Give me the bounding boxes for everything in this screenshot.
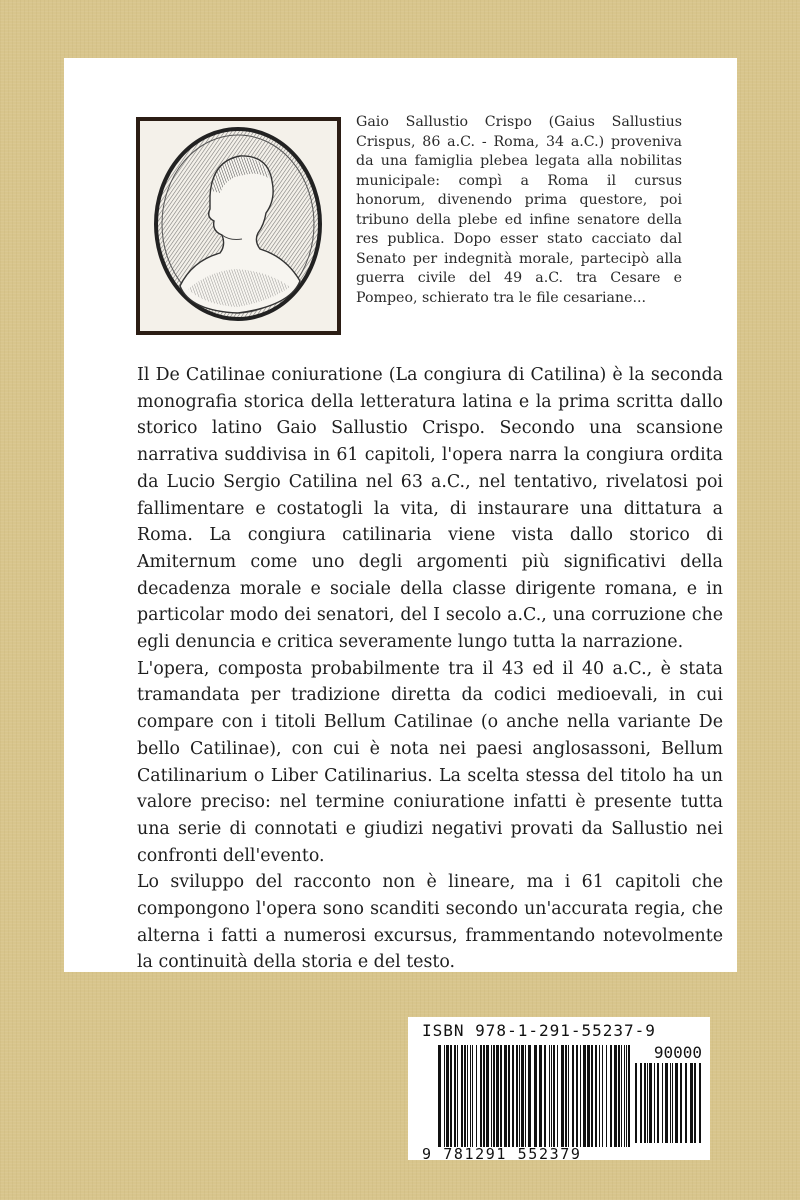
barcode-bar — [685, 1063, 687, 1143]
barcode-bar — [549, 1045, 550, 1147]
barcode-bar — [595, 1045, 597, 1147]
barcode-bar — [657, 1063, 659, 1143]
barcode-bar — [654, 1063, 655, 1143]
barcode-bar — [628, 1045, 630, 1147]
barcode-bar — [591, 1045, 593, 1147]
author-bio: Gaio Sallustio Crispo (Gaius Sallustius Crispus, 86 a.C. - Roma, 34 a.C.) proveniva da una famiglia plebea legata alla nobilitas municipale: compì a Roma il cursus honorum, divenendo prima questore, poi tribuno della plebe ed infine senatore della res publica. Dopo esser stato cacciato dal Senato per indegnità morale, partecipò alla guerra civile del 49 a.C. tra Cesare e Pompeo, schierato tra le file cesariane... — [356, 114, 682, 306]
description-paragraph: Il De Catilinae coniuratione (La congiura di Catilina) è la seconda monografia storica della letteratura latina e la prima scritta dallo storico latino Gaio Sallustio Crispo. Secondo una scansione narrativa suddivisa in 61 capitoli, l'opera narra la congiura ordita da Lucio Sergio Catilina nel 63 a.C., nel tentativo, rivelatosi poi fallimentare e costatogli la vita, di instaurare una dittatura a Roma. La congiura catilinaria viene vista dallo storico di Amiternum come uno degli argomenti più significativi della decadenza morale e sociale della classe dirigente romana, e in particolar modo dei senatori, del I secolo a.C., una corruzione che egli denuncia e critica severamente lungo tutta la narrazione. — [137, 365, 723, 653]
description-paragraph: L'opera, composta probabilmente tra il 43 ed il 40 a.C., è stata tramandata per tradizione diretta da codici medioevali, in cui compare con i titoli Bellum Catilinae (o anche nella variante De bello Catilinae), con cui è nota nei paesi anglosassoni, Bellum Catilinarium o Liber Catilinarius. La scelta stessa del titolo ha un valore preciso: nel termine coniuratione infatti è presente tutta una serie di connotati e giudizi negativi provati da Sallustio nei confronti dell'evento. — [137, 658, 723, 866]
barcode-bar — [493, 1045, 495, 1147]
ean-digits: 9 781291 552379 — [422, 1145, 582, 1163]
barcode-bar — [470, 1045, 471, 1147]
barcode-bar — [544, 1045, 546, 1147]
isbn-barcode — [408, 1017, 710, 1163]
barcode-bar — [486, 1045, 489, 1147]
barcode-bar — [583, 1045, 586, 1147]
barcode-bar — [444, 1045, 445, 1147]
barcode-bar — [644, 1063, 646, 1143]
barcode-bar — [621, 1045, 622, 1147]
book-description — [137, 362, 723, 976]
barcode-bar — [610, 1045, 612, 1147]
barcode-bar — [491, 1045, 492, 1147]
barcode-bar — [504, 1045, 507, 1147]
barcode-bar — [680, 1063, 682, 1143]
barcode-bar — [438, 1045, 441, 1147]
barcode-bar — [551, 1045, 552, 1147]
barcode-bar — [614, 1045, 617, 1147]
barcode-bar — [672, 1063, 673, 1143]
barcode-bar — [539, 1045, 542, 1147]
barcode-bar — [525, 1045, 526, 1147]
barcode-bar — [508, 1045, 510, 1147]
barcode-bar — [461, 1045, 463, 1147]
barcode-bar — [670, 1063, 671, 1143]
barcode-bar — [450, 1045, 452, 1147]
barcode-bar — [521, 1045, 524, 1147]
barcode-bar — [480, 1045, 482, 1147]
barcode-bar — [496, 1045, 499, 1147]
price-code: 90000 — [653, 1043, 702, 1062]
barcode-bar — [580, 1045, 581, 1147]
barcode-bar — [516, 1045, 518, 1147]
barcode-bar — [626, 1045, 627, 1147]
barcode-bar — [675, 1063, 678, 1143]
barcode-bar — [557, 1045, 558, 1147]
barcode-bar — [446, 1045, 449, 1147]
barcode-bar — [553, 1045, 555, 1147]
barcode-bar — [467, 1045, 468, 1147]
barcode-bar — [587, 1045, 590, 1147]
ean-barcode-icon — [438, 1045, 630, 1147]
description-paragraph: Lo sviluppo del racconto non è lineare, ma i 61 capitoli che compongono l'opera sono scanditi secondo un'accurata regia, che alterna i fatti a numerosi excursus, frammentando notevolmente la continuità della storia e del testo. — [137, 872, 723, 973]
barcode-bar — [483, 1045, 485, 1147]
engraved-portrait-icon — [140, 121, 337, 331]
barcode-bar — [602, 1045, 603, 1147]
barcode-bar — [635, 1063, 637, 1143]
barcode-bar — [519, 1045, 520, 1147]
barcode-bar — [464, 1045, 466, 1147]
barcode-bar — [476, 1045, 477, 1147]
barcode-bar — [568, 1045, 569, 1147]
barcode-bar — [647, 1063, 648, 1143]
barcode-bar — [618, 1045, 620, 1147]
back-cover-panel — [64, 58, 737, 972]
barcode-bar — [561, 1045, 564, 1147]
barcode-bar — [528, 1045, 531, 1147]
barcode-bar — [662, 1063, 663, 1143]
barcode-bar — [457, 1045, 458, 1147]
barcode-bar — [512, 1045, 514, 1147]
barcode-bar — [599, 1045, 600, 1147]
barcode-bar — [665, 1063, 668, 1143]
barcode-bar — [565, 1045, 567, 1147]
barcode-bar — [624, 1045, 625, 1147]
isbn-label: ISBN 978-1-291-55237-9 — [422, 1021, 656, 1040]
price-barcode-icon — [635, 1063, 701, 1143]
barcode-bar — [649, 1063, 652, 1143]
author-portrait — [136, 117, 341, 335]
barcode-bar — [454, 1045, 456, 1147]
barcode-bar — [690, 1063, 693, 1143]
barcode-bar — [576, 1045, 578, 1147]
barcode-bar — [606, 1045, 607, 1147]
barcode-bar — [640, 1063, 642, 1143]
barcode-bar — [534, 1045, 537, 1147]
barcode-bar — [472, 1045, 473, 1147]
barcode-bar — [694, 1063, 696, 1143]
barcode-bar — [500, 1045, 502, 1147]
barcode-bar — [699, 1063, 701, 1143]
barcode-bar — [572, 1045, 574, 1147]
